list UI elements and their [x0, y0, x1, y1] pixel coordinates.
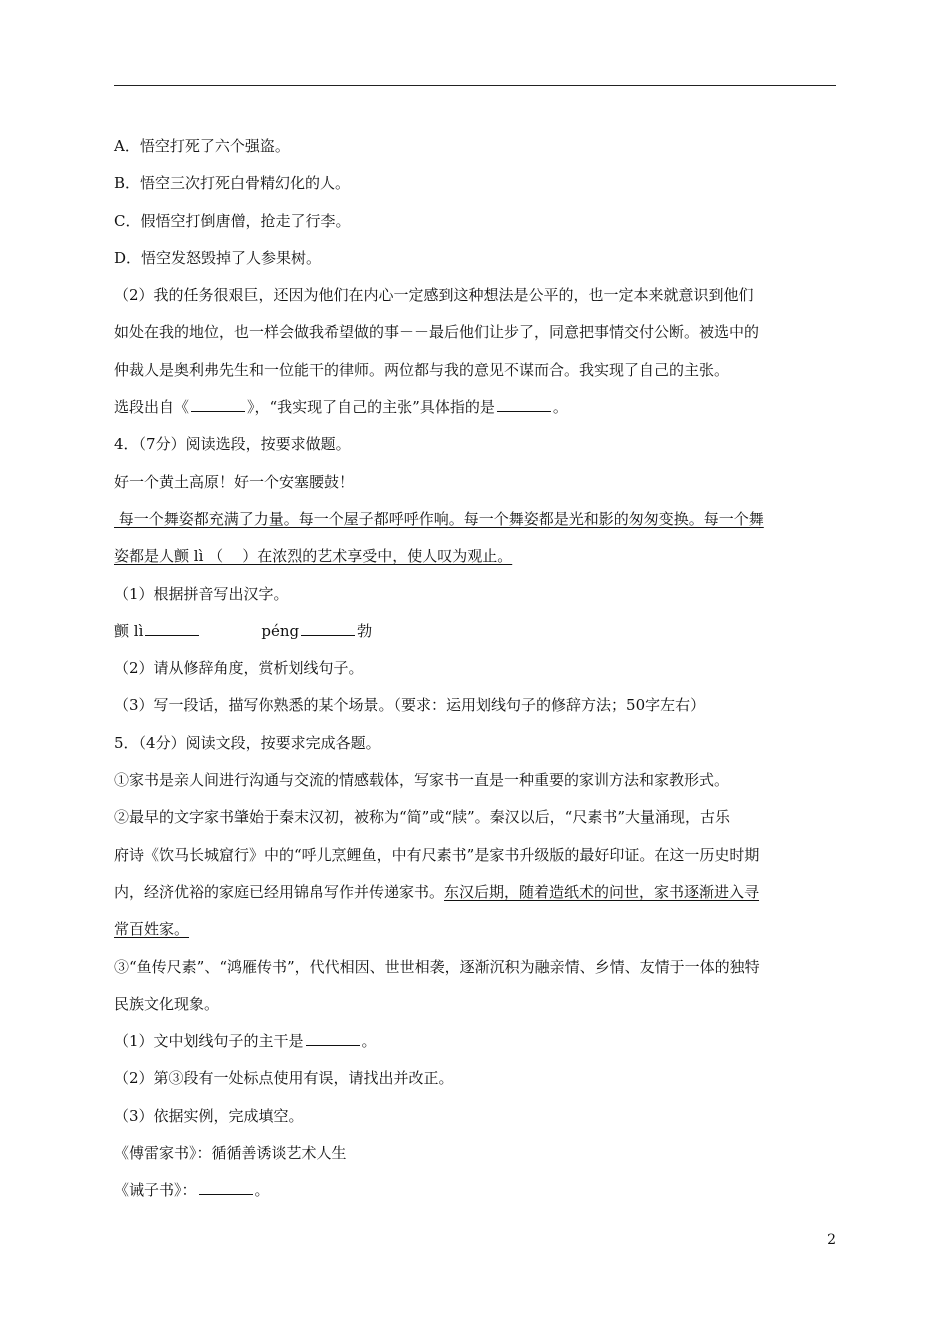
pinyin-peng-label: péng [261, 621, 300, 640]
q3-prompt-text-a: 选段出自《 [114, 398, 190, 417]
q5-example: 《傅雷家书》：循循善诱谈艺术人生 [114, 1144, 347, 1163]
pinyin-peng-blank[interactable] [301, 618, 355, 636]
q3-part2-line2: 如处在我的地位，也一样会做我希望做的事－－最后他们让步了，同意把事情交付公断。被选中的 [114, 323, 760, 342]
q5-p2-line3-plain: 内，经济优裕的家庭已经用锦帛写作并传递家书。 [114, 882, 445, 901]
q5-sub1-text: （1）文中划线句子的主干是 [114, 1032, 304, 1051]
q4-pinyin-row [114, 613, 838, 650]
q4-underlined-line2-wrap [114, 538, 838, 575]
q3-option-c: C．假悟空打倒唐僧，抢走了行李。 [114, 211, 351, 230]
q5-p3-line2: 民族文化现象。 [114, 994, 220, 1013]
q3-prompt-end: 。 [552, 398, 568, 417]
q4-line1: 好一个黄土高原！好一个安塞腰鼓！ [114, 472, 355, 491]
q3-part2-prompt [114, 389, 838, 426]
pinyin-li-blank[interactable] [145, 618, 199, 636]
q3-option-b: B．悟空三次打死白骨精幻化的人。 [114, 174, 351, 193]
q5-p2-line4-underlined: 常百姓家。 [114, 920, 190, 939]
q3-part2-line1: （2）我的任务很艰巨，还因为他们在内心一定感到这种想法是公平的，也一定本来就意识到他们 [114, 286, 754, 305]
q3-part2-line3: 仲裁人是奥利弗先生和一位能干的律师。两位都与我的意见不谋而合。我实现了自己的主张。 [114, 360, 730, 379]
q3-option-a: A．悟空打死了六个强盗。 [114, 137, 290, 155]
claim-blank[interactable] [497, 395, 551, 413]
book-title-blank[interactable] [191, 395, 245, 413]
page-number: 2 [827, 1232, 836, 1248]
q5-fill [114, 1172, 838, 1209]
q5-p2-line2: 府诗《饮马长城窟行》中的“呼儿烹鲤鱼，中有尺素书”是家书升级版的最好印证。在这一历史时期 [114, 845, 760, 864]
q5-p2-line1: ②最早的文字家书肇始于秦末汉初，被称为“简”或“牍”。秦汉以后，“尺素书”大量涌现，古乐 [114, 808, 731, 827]
q5-header: 5．（4分）阅读文段，按要求完成各题。 [114, 733, 381, 752]
q5-p2-line4 [114, 911, 838, 948]
pinyin-peng-suffix: 勃 [357, 621, 373, 640]
q4-sub2: （2）请从修辞角度，赏析划线句子。 [114, 659, 364, 678]
q4-header: 4．（7分）阅读选段，按要求做题。 [114, 435, 351, 454]
q5-fill-text: 《诫子书》： [114, 1181, 197, 1200]
q3-option-d: D．悟空发怒毁掉了人参果树。 [114, 248, 322, 267]
q5-fill-end: 。 [254, 1181, 270, 1200]
main-clause-blank[interactable] [306, 1029, 360, 1047]
q5-sub2: （2）第③段有一处标点使用有误，请找出并改正。 [114, 1069, 454, 1088]
q4-underlined-line2: 姿都是人颤 lì （ ）在浓烈的艺术享受中，使人叹为观止。 [114, 547, 513, 566]
q5-p1: ①家书是亲人间进行沟通与交流的情感载体，写家书一直是一种重要的家训方法和家教形式。 [114, 771, 730, 790]
q3-prompt-text-b: 》，“我实现了自己的主张”具体指的是 [247, 398, 495, 417]
q5-p2-line3 [114, 874, 838, 911]
q4-sub1: （1）根据拼音写出汉字。 [114, 584, 289, 603]
admonition-blank[interactable] [199, 1178, 253, 1196]
header-rule [114, 85, 836, 86]
q5-p2-line3-underlined: 东汉后期，随着造纸术的问世，家书逐渐进入寻 [444, 882, 760, 901]
pinyin-li-label: 颤 lì [114, 621, 144, 640]
q5-p3-line1: ③“鱼传尺素”、“鸿雁传书”，代代相因、世世相袭，逐渐沉积为融亲情、乡情、友情于一体的独特 [114, 957, 760, 976]
document-body [114, 128, 838, 1210]
q5-sub3: （3）依据实例，完成填空。 [114, 1106, 304, 1125]
q4-underlined-line1: 每一个舞姿都充满了力量。每一个屋子都呼呼作响。每一个舞姿都是光和影的匆匆变换。每一个舞 [114, 509, 764, 528]
q5-sub1-end: 。 [361, 1032, 377, 1051]
q5-sub1 [114, 1023, 838, 1060]
q4-sub3: （3）写一段话，描写你熟悉的某个场景。（要求：运用划线句子的修辞方法；50字左右） [114, 696, 706, 715]
